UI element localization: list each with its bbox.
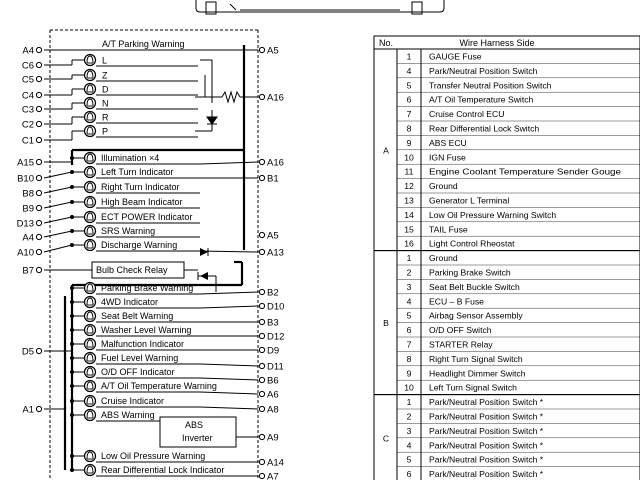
left-pin-label: C3 <box>21 104 34 116</box>
pin-number: 4 <box>406 296 412 307</box>
left-pin-label: A15 <box>17 157 34 169</box>
connector-letter: C <box>382 433 390 444</box>
left-pin-label: A4 <box>22 232 34 244</box>
left-pin <box>17 174 42 185</box>
lamp-icon <box>85 451 96 462</box>
right-pin <box>259 362 283 373</box>
indicator-lamp <box>70 381 217 393</box>
right-pin-label: D12 <box>267 331 285 343</box>
harness-description: Park/Neutral Position Switch <box>429 65 538 76</box>
indicator-lamp-label: Seat Belt Warning <box>101 311 174 321</box>
left-pin-label: B7 <box>22 265 34 277</box>
pin-number: 6 <box>406 325 412 336</box>
shift-indicator-label: N <box>102 98 109 109</box>
indicator-lamp <box>70 353 200 365</box>
lamp-icon <box>85 353 96 364</box>
lamp-icon <box>85 325 96 336</box>
harness-description: Low Oil Pressure Warning Switch <box>429 209 557 220</box>
shift-resistor-network <box>195 60 258 131</box>
harness-description: IGN Fuse <box>429 152 466 163</box>
pin-number: 1 <box>406 253 412 264</box>
left-pin-label: A1 <box>22 404 34 416</box>
indicator-lamp-label: Illumination ×4 <box>101 153 160 163</box>
right-pin-label: A5 <box>267 45 279 57</box>
harness-description: Ground <box>429 253 458 264</box>
connector-letter: B <box>383 318 389 329</box>
indicator-lamp <box>70 465 224 477</box>
junction-wires <box>44 351 72 409</box>
right-pins <box>259 46 284 481</box>
connector-group <box>374 395 640 480</box>
right-pin-label: A16 <box>267 157 284 169</box>
table-row <box>397 294 640 307</box>
left-pin <box>22 61 42 72</box>
lamp-icon <box>85 339 96 350</box>
table-row <box>397 78 640 91</box>
harness-description: Headlight Dimmer Switch <box>429 368 526 379</box>
table-row <box>397 63 640 76</box>
table-row <box>407 52 482 62</box>
right-pin-label: A14 <box>267 457 284 469</box>
shift-lamp-icon <box>85 84 96 95</box>
right-pin-label: B2 <box>267 287 279 299</box>
left-pin <box>17 248 42 259</box>
harness-description: Generator L Terminal <box>429 195 510 206</box>
indicator-lamp <box>70 339 200 351</box>
table-row <box>397 107 640 120</box>
harness-description: Park/Neutral Position Switch * <box>429 397 544 408</box>
shift-indicator <box>44 70 198 82</box>
left-pin-label: C2 <box>21 119 34 131</box>
right-pin <box>259 302 284 313</box>
lamp-icon <box>85 153 96 164</box>
pin-number: 8 <box>406 123 412 134</box>
pin-number: 6 <box>406 469 412 480</box>
right-pin <box>259 405 278 416</box>
right-pin-label: B1 <box>267 173 279 185</box>
harness-description: GAUGE Fuse <box>429 51 482 62</box>
indicator-lamp <box>70 153 200 165</box>
pin-number: 5 <box>406 80 412 91</box>
table-row <box>397 279 640 292</box>
left-pin-label: D13 <box>16 218 34 230</box>
pin-number: 4 <box>406 440 412 451</box>
right-pin-label: B6 <box>267 375 279 387</box>
harness-description: STARTER Relay <box>429 339 493 350</box>
harness-description: Airbag Sensor Assembly <box>429 310 523 321</box>
column-header-no: No. <box>378 38 394 48</box>
indicator-lamp-label: A/T Oil Temperature Warning <box>101 381 217 391</box>
pin-number: 16 <box>404 238 414 249</box>
left-pin-label: B9 <box>22 203 34 215</box>
right-pin <box>259 390 278 401</box>
pin-number: 7 <box>406 339 412 350</box>
harness-description: Right Turn Signal Switch <box>429 353 523 364</box>
table-row <box>397 265 640 278</box>
right-pin-label: A9 <box>267 432 279 444</box>
indicator-lamp <box>70 212 200 224</box>
left-pin-label: B8 <box>22 188 34 200</box>
harness-description: Park/Neutral Position Switch * <box>429 411 544 422</box>
table-row <box>407 397 544 407</box>
harness-description: Park/Neutral Position Switch * <box>429 469 544 480</box>
indicator-lamp <box>70 226 200 238</box>
table-row <box>397 438 640 451</box>
indicator-lamp <box>70 367 200 379</box>
indicator-lamp-label: Parking Brake Warning <box>101 283 194 293</box>
left-pin <box>22 91 42 102</box>
abs-inverter-line1: ABS <box>185 420 204 430</box>
right-pin <box>259 46 278 57</box>
table-row <box>397 351 640 364</box>
lamp-icon <box>85 297 96 308</box>
shift-indicator <box>44 55 198 67</box>
harness-description: A/T Oil Temperature Switch <box>429 94 534 105</box>
indicator-lamp <box>70 396 200 408</box>
shift-indicator-label: D <box>102 84 109 95</box>
shift-indicator <box>44 84 198 96</box>
left-pin <box>22 105 42 116</box>
indicator-lamp-label: Malfunction Indicator <box>101 339 185 349</box>
left-pin <box>22 75 42 86</box>
right-pin-label: A13 <box>267 247 284 259</box>
harness-description: Transfer Neutral Position Switch <box>429 80 552 91</box>
pin-number: 2 <box>406 411 412 422</box>
indicator-lamp-label: Rear Differential Lock Indicator <box>101 465 225 475</box>
indicator-lamp <box>70 451 205 463</box>
indicator-lamp-label: Washer Level Warning <box>101 325 192 335</box>
indicator-lamp <box>70 297 200 309</box>
at-parking-warning-label: A/T Parking Warning <box>102 39 185 49</box>
left-pin <box>22 120 42 131</box>
harness-description: O/D OFF Switch <box>429 325 492 336</box>
connector-sketch <box>196 0 444 14</box>
shift-indicator-label: Z <box>102 70 108 81</box>
lamp-icon <box>85 367 96 378</box>
indicator-lamp-label: SRS Warning <box>101 226 156 236</box>
indicator-lamp-label: Low Oil Pressure Warning <box>101 451 206 461</box>
table-row <box>397 179 640 192</box>
left-pin-label: C1 <box>21 135 34 147</box>
left-pin <box>22 46 41 57</box>
left-pin <box>22 204 41 215</box>
lamp-icon <box>85 311 96 322</box>
table-row <box>397 308 640 321</box>
pin-number: 11 <box>404 166 414 177</box>
pin-number: 8 <box>406 353 412 364</box>
pin-number: 9 <box>406 137 412 148</box>
table-row <box>397 222 640 235</box>
indicator-lamp <box>70 197 200 209</box>
indicator-lamp-label: ABS Warning <box>101 410 155 420</box>
pin-number: 4 <box>406 65 412 76</box>
shift-indicator-label: R <box>102 112 109 123</box>
lamp-icon <box>85 182 96 193</box>
left-pin <box>22 136 42 147</box>
left-pin <box>17 219 42 230</box>
harness-description: Park/Neutral Position Switch * <box>429 425 544 436</box>
indicator-lamp <box>70 311 200 323</box>
lamp-icon <box>85 212 96 223</box>
shift-indicator <box>44 98 198 110</box>
right-pin-label: A7 <box>267 471 279 480</box>
right-pin <box>259 93 284 104</box>
table-row <box>397 409 640 422</box>
shift-lamp-icon <box>85 98 96 109</box>
harness-description: Cruise Control ECU <box>429 109 505 120</box>
table-row <box>397 92 640 105</box>
pin-number: 14 <box>404 209 414 220</box>
table-row <box>397 380 640 393</box>
lamp-icon <box>85 197 96 208</box>
table-row <box>397 452 640 465</box>
right-pin <box>259 472 278 481</box>
indicator-lamp-label: ECT POWER Indicator <box>101 212 193 222</box>
table-row <box>397 337 640 350</box>
table-row <box>397 366 640 379</box>
table-row <box>397 467 640 480</box>
pin-number: 5 <box>406 454 412 465</box>
right-pin <box>259 332 284 343</box>
right-pin-label: A8 <box>267 404 279 416</box>
harness-description: Parking Brake Switch <box>429 267 511 278</box>
table-row <box>397 193 640 206</box>
table-row <box>397 423 640 436</box>
right-pin-label: A5 <box>267 230 279 242</box>
harness-description: Seat Belt Buckle Switch <box>429 281 520 292</box>
indicator-lamp <box>70 167 200 179</box>
abs-inverter <box>160 417 258 447</box>
left-pin <box>22 233 41 244</box>
left-pin-label: D5 <box>21 346 34 358</box>
harness-description: Park/Neutral Position Switch * <box>429 454 544 465</box>
shift-lamp-icon <box>85 126 96 137</box>
harness-description: Ground <box>429 181 458 192</box>
right-pin <box>259 376 278 387</box>
discharge-diode <box>200 248 208 256</box>
right-pin-label: D10 <box>267 301 285 313</box>
shift-lamp-icon <box>85 55 96 66</box>
left-pin-label: B10 <box>17 173 34 185</box>
table-row <box>397 150 640 163</box>
right-pin-label: B3 <box>267 317 279 329</box>
table-row <box>397 135 640 148</box>
lamp-icon <box>85 410 96 421</box>
harness-description: Left Turn Signal Switch <box>429 382 517 393</box>
harness-description: Park/Neutral Position Switch * <box>429 440 544 451</box>
wire-harness-table <box>374 36 640 480</box>
shift-lamp-icon <box>85 70 96 81</box>
harness-description: Light Control Rheostat <box>429 238 515 249</box>
harness-description: TAIL Fuse <box>429 224 468 235</box>
pin-number: 13 <box>404 195 414 206</box>
pin-number: 10 <box>404 382 414 393</box>
lamp-icon <box>85 240 96 251</box>
right-pin <box>259 458 284 469</box>
harness-description: Rear Differential Lock Switch <box>429 123 540 134</box>
indicator-lamp-label: Discharge Warning <box>101 240 178 250</box>
right-pin <box>259 231 278 242</box>
bulb-check-relay-label: Bulb Check Relay <box>96 265 168 275</box>
right-pin-label: A6 <box>267 389 279 401</box>
harness-description: ABS ECU <box>429 137 467 148</box>
right-pin <box>259 158 284 169</box>
lamp-icon <box>85 167 96 178</box>
connector-group <box>374 49 640 251</box>
pin-number: 6 <box>406 94 412 105</box>
indicator-lamp <box>70 283 200 295</box>
right-pin <box>259 248 284 259</box>
pin-number: 12 <box>404 181 414 192</box>
left-pin-label: A10 <box>17 247 34 259</box>
indicator-lamp-label: 4WD Indicator <box>101 297 159 307</box>
left-pin-label: C4 <box>21 90 34 102</box>
pin-number: 2 <box>406 267 412 278</box>
shift-indicator <box>44 112 198 125</box>
left-pin <box>22 266 41 277</box>
pin-number: 3 <box>406 425 412 436</box>
at-parking-warning <box>44 39 258 50</box>
lamp-icon <box>85 381 96 392</box>
table-row <box>397 207 640 220</box>
connector-letter: A <box>383 145 389 156</box>
right-pin-label: A16 <box>267 92 284 104</box>
indicator-lamp <box>70 240 200 252</box>
right-pin <box>259 433 278 444</box>
lamp-icon <box>85 283 96 294</box>
indicator-lamp-label: O/D OFF Indicator <box>101 367 175 377</box>
lamp-icon <box>85 465 96 476</box>
left-pin <box>22 189 41 200</box>
indicator-lamp-label: Left Turn Indicator <box>101 167 174 177</box>
table-row <box>397 121 640 134</box>
pin-number: 10 <box>404 152 414 163</box>
indicator-lamp-label: Right Turn Indicator <box>101 182 180 192</box>
left-pin <box>22 347 42 358</box>
right-pin-label: D9 <box>267 345 280 357</box>
right-pin-label: D11 <box>267 361 284 373</box>
right-pin <box>259 318 278 329</box>
right-pin <box>259 174 278 185</box>
table-row <box>407 253 458 263</box>
abs-inverter-line2: Inverter <box>182 433 213 443</box>
pin-number: 1 <box>406 397 412 408</box>
connector-group <box>374 251 640 395</box>
shift-indicator-label: P <box>102 126 109 137</box>
table-row <box>397 236 640 249</box>
pin-number: 9 <box>406 368 412 379</box>
right-pin <box>259 346 279 357</box>
pin-number: 15 <box>404 224 414 235</box>
pin-number: 3 <box>406 281 412 292</box>
shift-indicator <box>44 126 198 141</box>
table-row <box>397 164 640 177</box>
pin-number: 7 <box>406 109 412 120</box>
indicator-lamp-label: Cruise Indicator <box>101 396 165 406</box>
indicator-lamp-label: High Beam Indicator <box>101 197 183 207</box>
harness-description: ECU – B Fuse <box>429 296 484 307</box>
pin-number: 5 <box>406 310 412 321</box>
shift-lamp-icon <box>85 112 96 123</box>
harness-description: Engine Coolant Temperature Sender Gouge <box>429 166 622 177</box>
right-pin <box>259 288 278 299</box>
indicator-lamp <box>70 325 200 337</box>
column-header-side: Wire Harness Side <box>459 38 535 48</box>
left-pin-label: C6 <box>21 60 34 72</box>
table-row <box>397 323 640 336</box>
pin-number: 1 <box>406 51 412 62</box>
indicator-lamp-label: Fuel Level Warning <box>101 353 179 363</box>
left-pins <box>17 46 42 416</box>
indicator-lamp <box>70 182 200 194</box>
shift-position-indicators <box>44 55 198 141</box>
lamp-icon <box>85 396 96 407</box>
lamp-icon <box>85 226 96 237</box>
left-pin <box>22 405 41 416</box>
shift-indicator-label: L <box>102 55 108 66</box>
left-pin-label: C5 <box>21 74 34 86</box>
left-pin <box>17 158 42 169</box>
left-pin-label: A4 <box>22 45 34 57</box>
